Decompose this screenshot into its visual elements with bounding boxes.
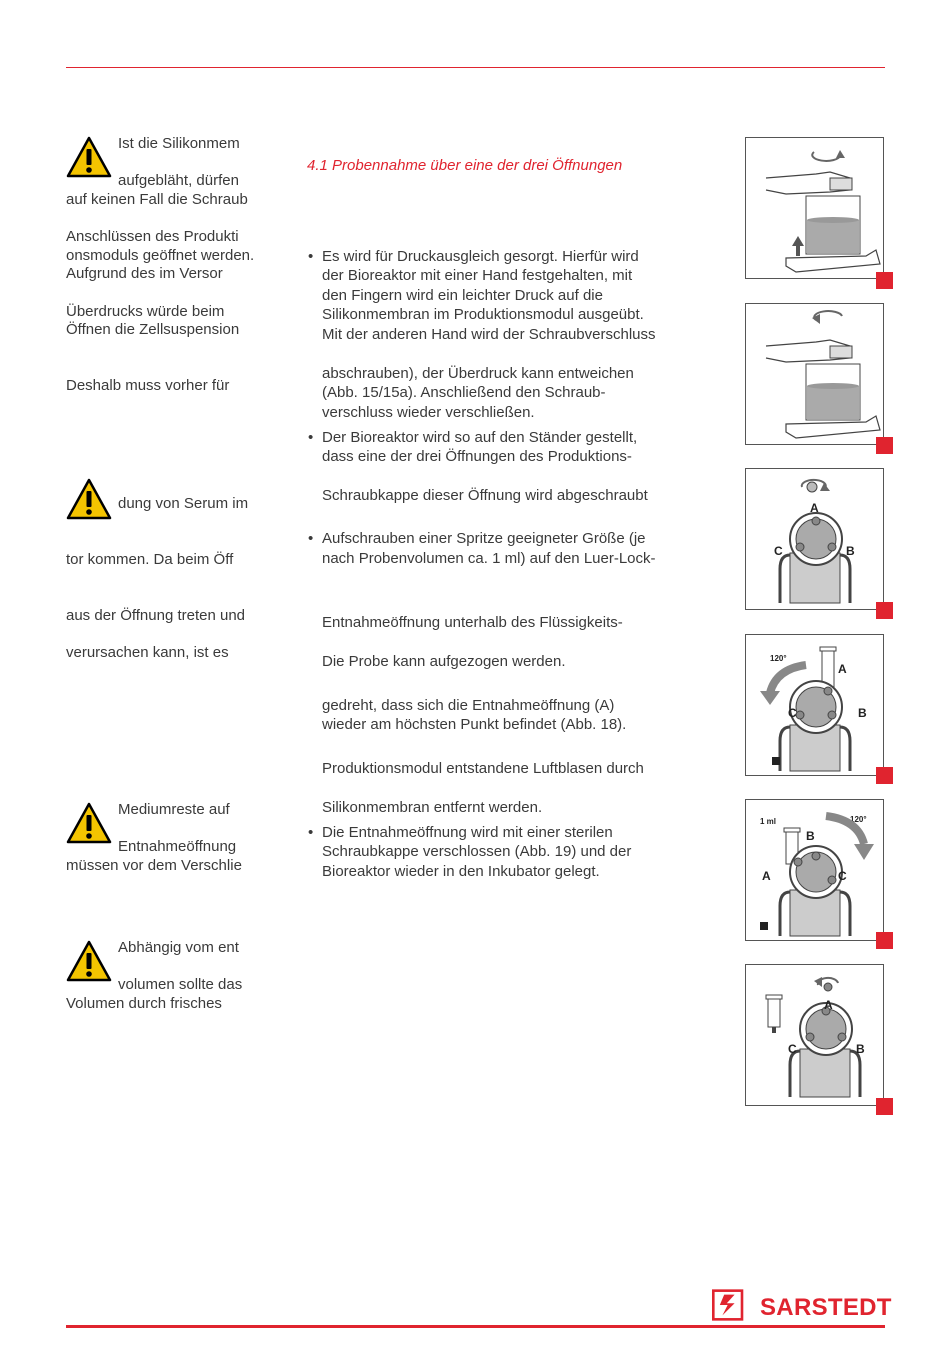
warning-icon-1 (66, 136, 112, 178)
brand-name: SARSTEDT (760, 1294, 892, 1321)
main-line: dass eine der drei Öffnungen des Produktions- (322, 448, 632, 465)
left-line: verursachen kann, ist es (66, 644, 229, 661)
figure-label: A (810, 501, 819, 515)
main-line: Schraubkappe verschlossen (Abb. 19) und der (322, 843, 632, 860)
figure-label: C (838, 869, 847, 883)
main-line: Entnahmeöffnung unterhalb des Flüssigkeits- (322, 614, 623, 631)
warning-text-1b: aufgebläht, dürfen (118, 172, 239, 189)
figure-label: C (774, 544, 783, 558)
main-line: Der Bioreaktor wird so auf den Ständer gestellt, (322, 429, 638, 446)
main-line: den Fingern wird ein leichter Druck auf die (322, 287, 603, 304)
warning-icon-3 (66, 802, 112, 844)
top-rule (66, 67, 885, 68)
main-line: abschrauben), der Überdruck kann entweichen (322, 365, 634, 382)
figure-hand-press (745, 303, 884, 445)
main-line: gedreht, dass sich die Entnahmeöffnung (A) (322, 697, 615, 714)
warning-text-3a: Mediumreste auf (118, 801, 230, 818)
figure-syringe-1ml (745, 799, 884, 941)
warning-triangle-icon (66, 478, 112, 520)
main-line: Produktionsmodul entstandene Luftblasen durch (322, 760, 644, 777)
warning-text-1a: Ist die Silikonmem (118, 135, 240, 152)
figure-label: 1 ml (760, 817, 777, 826)
figure-label: A (762, 869, 771, 883)
figure-label: B (806, 829, 815, 843)
warning-text-1c: auf keinen Fall die Schraub (66, 191, 248, 208)
bullet-dot: • (308, 429, 314, 446)
sarstedt-logo (712, 1287, 752, 1323)
main-line: Aufschrauben einer Spritze geeigneter Größe (je (322, 530, 646, 547)
warning-text-2a: dung von Serum im (118, 495, 249, 512)
left-line: Aufgrund des im Versor (66, 265, 223, 282)
bullet-dot: • (308, 530, 314, 547)
figure-marker (876, 767, 893, 784)
bullet-dot: • (308, 248, 314, 265)
figure-label: C (788, 706, 797, 720)
warning-triangle-icon (66, 802, 112, 844)
figure-label: 120° (770, 654, 787, 663)
main-line: verschluss wieder verschließen. (322, 404, 535, 421)
main-line: Die Probe kann aufgezogen werden. (322, 653, 566, 670)
left-line: Anschlüssen des Produkti (66, 228, 239, 245)
main-line: Schraubkappe dieser Öffnung wird abgeschraubt (322, 487, 648, 504)
warning-text-4c: Volumen durch frisches (66, 995, 222, 1012)
figure-label: B (858, 706, 867, 720)
main-line: Silikonmembran im Produktionsmodul ausgeübt. (322, 306, 644, 323)
main-line: (Abb. 15/15a). Anschließend den Schraub- (322, 384, 606, 401)
warning-triangle-icon (66, 136, 112, 178)
main-line: nach Probenvolumen ca. 1 ml) auf den Luer-Lock- (322, 550, 656, 567)
left-line: onsmoduls geöffnet werden. (66, 247, 255, 264)
bottom-rule (66, 1325, 885, 1328)
figure-label: A (824, 998, 833, 1012)
left-line: aus der Öffnung treten und (66, 607, 246, 624)
left-line: tor kommen. Da beim Öff (66, 551, 234, 568)
figure-cap-open (745, 468, 884, 610)
figure-label: B (846, 544, 855, 558)
main-line: Die Entnahmeöffnung wird mit einer sterilen (322, 824, 613, 841)
warning-icon-4 (66, 940, 112, 982)
warning-text-3b: Entnahmeöffnung (118, 838, 237, 855)
main-line: Silikonmembran entfernt werden. (322, 799, 543, 816)
left-line: Deshalb muss vorher für (66, 377, 230, 394)
main-line: Bioreaktor wieder in den Inkubator gelegt. (322, 863, 600, 880)
figure-marker (876, 437, 893, 454)
figure-label: C (788, 1042, 797, 1056)
figure-label: A (838, 662, 847, 676)
figure-syringe-rotate (745, 634, 884, 776)
main-line: Es wird für Druckausgleich gesorgt. Hierfür wird (322, 248, 639, 265)
left-line: Überdrucks würde beim (66, 303, 225, 320)
figure-label: 120° (850, 815, 867, 824)
warning-text-4a: Abhängig vom ent (118, 939, 239, 956)
warning-text-3c: müssen vor dem Verschlie (66, 857, 242, 874)
warning-text-4b: volumen sollte das (118, 976, 243, 993)
figure-marker (876, 932, 893, 949)
figure-marker (876, 602, 893, 619)
main-line: Mit der anderen Hand wird der Schraubverschluss (322, 326, 656, 343)
main-line: der Bioreaktor mit einer Hand festgehalten, mit (322, 267, 633, 284)
bullet-dot: • (308, 824, 314, 841)
figure-cap-close (745, 964, 884, 1106)
figure-marker (876, 1098, 893, 1115)
figure-marker (876, 272, 893, 289)
warning-triangle-icon (66, 940, 112, 982)
left-line: Öffnen die Zellsuspension (66, 321, 240, 338)
main-line: wieder am höchsten Punkt befindet (Abb. 18). (322, 716, 627, 733)
figure-hand-unscrew (745, 137, 884, 279)
warning-icon-2 (66, 478, 112, 520)
section-heading: 4.1 Probennahme über eine der drei Öffnungen (307, 157, 623, 174)
figure-label: B (856, 1042, 865, 1056)
